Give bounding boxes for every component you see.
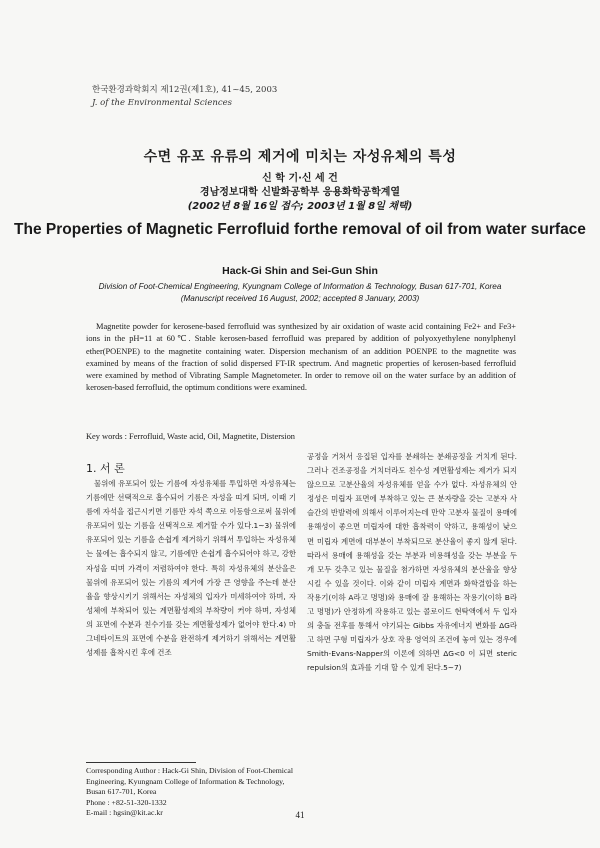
section-heading: 1. 서 론: [86, 462, 125, 475]
english-received: (Manuscript received 16 August, 2002; accepted 8 January, 2003): [180, 294, 420, 303]
english-affiliation: Division of Foot-Chemical Engineering, Kyungnam College of Information & Technology, Busan 617-701, Korea: [98, 282, 502, 291]
journal-name-en: J. of the Environmental Sciences: [92, 98, 233, 108]
abstract: Magnetite powder for kerosene-based ferrofluid was synthesized by air oxidation of waste acid containing Fe2+ and Fe3+ ions in the pH=11 at 60℃. Stable kerosen-based ferrofluid was prepared by addition of polyoxyethylene nonylphenyl ether(POENPE) to the magnetite containing water. Dispersion mechanism of an addition POENPE to the magnetite was examined by means of the fraction of solid dispersed FT-IR spectrum. And magnetic properties of kerosen-based ferrofluid were examined by method of Vibrating Sample Magnetometer. In order to remove oil on the water surface by an addition of kerosen-based ferrofluid, the optimum conditions were examined.: [86, 322, 516, 393]
korean-author-block: [0, 172, 600, 214]
footnote-rule: [86, 762, 196, 763]
body-paragraph-left: 물위에 유포되어 있는 기름에 자성유체를 투입하면 자성유체는 기름에만 선택적으로 흡수되어 기름은 자성을 띠게 되며, 이때 기름에 자석을 접근시키면 기름만 자석 쪽으로 이동함으로써 물위에 유포되어 있는 기름을 선택적으로 제거할 수가 있다.1~3) 물위에 유포되어 있는 기름을 손쉽게 제거하기 위해서 투입하는 자성유체는 물에는 흡수되지 않고, 기름에만 손쉽게 흡수되어야 하고, 강한 자성을 띠며 가격이 저렴하여야 한다. 특히 자성유체의 분산을은 물위에 유포되어 있는 기름의 제거에 가장 큰 영향을 주는데 분산율을 향상시키기 위해서는 자성체의 입자가 미세하여야 하며, 자성체에 부착되어 있는 계면활성제의 부착량이 커야 하며, 자성체의 표면에 수분과 친수기를 갖는 계면활성제가 없어야 한다.4) 마그네타이트의 표면에 수분을 완전하게 제거하기 위해서는 계면활성제를 흡착시킨 후에 건조: [86, 479, 296, 658]
journal-header: [92, 84, 277, 110]
korean-affiliation: 경남정보대학 신발화공학부 응용화학공학계열: [199, 187, 401, 198]
journal-name-ko: 한국환경과학회지 제12권(제1호), 41~45, 2003: [92, 85, 278, 95]
email: E-mail : hgsin@kit.ac.kr: [86, 808, 163, 817]
body-column-right: [307, 450, 517, 676]
corresponding-author: Corresponding Author : Hack-Gi Shin, Division of Foot-Chemical Engineering, Kyungnam College of Information & Technology, Busan 617-701, Korea: [86, 766, 294, 796]
korean-authors: 신 학 기·신 세 건: [262, 173, 338, 184]
body-column-left: [86, 477, 296, 660]
english-affiliation-block: [0, 281, 600, 305]
english-title: The Properties of Magnetic Ferrofluid forthe removal of oil from water surface: [14, 221, 586, 238]
phone: Phone : +82-51-320-1332: [86, 797, 167, 807]
keywords: Key words : Ferrofluid, Waste acid, Oil, Magnetite, Distersion: [86, 432, 295, 441]
english-authors: Hack-Gi Shin and Sei-Gun Shin: [222, 265, 378, 277]
korean-received: (2002년 8월 16일 접수; 2003년 1월 8일 채택): [187, 201, 413, 212]
korean-title: 수면 유포 유류의 제거에 미치는 자성유체의 특성: [143, 149, 457, 165]
body-paragraph-right: 공정을 거쳐서 응집된 입자를 분쇄하는 분쇄공정을 거치게 된다. 그러나 건조공정을 거치더라도 친수성 계면활성제는 제거가 되지 않으므로 고분산율의 자성유체를 얻을 수가 없다. 자성유체의 안정성은 미립자 표면에 부착하고 있는 큰 분자량을 갖는 고분자 사슬간의 반발력에 의해서 이루어지는데 만약 고분자 물질이 용매에 용해성이 좋으면 미립자에 대한 흡착력이 약하고, 용해성이 낮으면 미립자 계면에 대부분이 부착되므로 분산율이 좋지 않게 된다. 따라서 용매에 용해성을 갖는 부분과 비용해성을 갖는 부분을 두 개 모두 갖추고 있는 물질을 첨가하면 자성유체의 분산율을 향상시킬 수 있을 것이다. 이와 같이 미립자 계면과 화학결합을 하는 작용기(이하 A라고 명명)와 용매에 잘 용해하는 작용기(이하 B라고 명명)가 안정하게 작용하고 있는 콜로이드 현탁액에서 두 입자의 충돌 전후를 통해서 야기되는 Gibbs 자유에너지 변화를 ΔG라고 하면 구형 미립자가 상호 작용 영역의 조건에 놓여 있는 경우에 Smith-Evans-Napper의 이론에 의하면 ΔG<0 이 되면 steric repulsion의 효과를 기대 할 수 있게 된다.5~7): [307, 452, 517, 673]
page-number: 41: [295, 810, 305, 820]
